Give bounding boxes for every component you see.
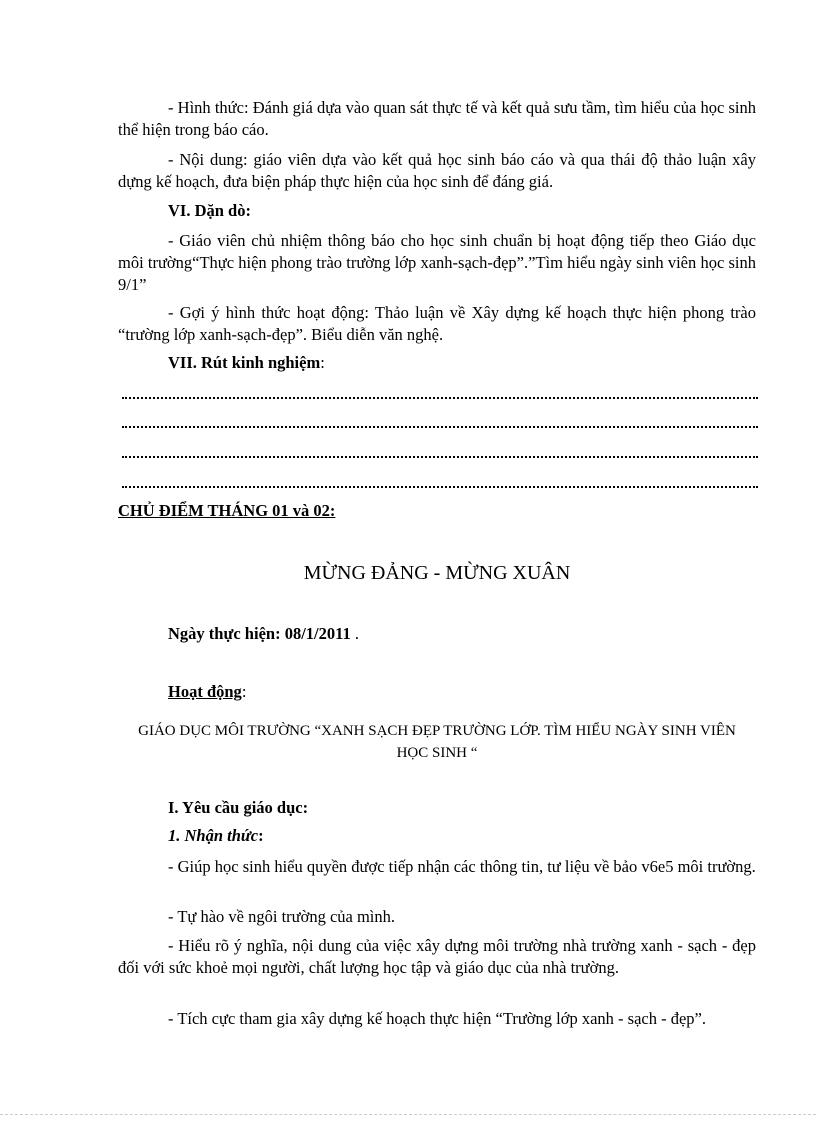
nhan-thuc-colon: : (258, 826, 264, 845)
list-item: - Tự hào về ngôi trường của mình. (168, 907, 396, 926)
chu-diem-title: MỪNG ĐẢNG - MỪNG XUÂN (303, 562, 571, 584)
list-item: - Giúp học sinh hiểu quyền được tiếp nhận các thông tin, tư liệu về bảo v6e5 môi trường. (168, 857, 756, 876)
chu-diem-label: CHỦ ĐIỂM THÁNG 01 và 02: (118, 501, 336, 520)
page-bottom-edge (0, 1114, 816, 1115)
ngay-thuc-hien (168, 623, 756, 645)
activity-title: GIÁO DỤC MÔI TRƯỜNG “XANH SẠCH ĐẸP TRƯỜNG LỚP. TÌM HIỂU NGÀY SINH VIÊN HỌC SINH “ (138, 723, 736, 761)
list-item: - Tích cực tham gia xây dựng kế hoạch thực hiện “Trường lớp xanh - sạch - đẹp”. (168, 1009, 706, 1028)
heading-i-yeu-cau: I. Yêu cầu giáo dục: (168, 798, 309, 817)
nhan-thuc-text: 1. Nhận thức (168, 826, 259, 845)
dotted-line-2 (122, 414, 758, 428)
ngay-thuc-hien-label: Ngày thực hiện: 08/1/2011 (168, 624, 351, 643)
paragraph-vi-1: - Giáo viên chủ nhiệm thông báo cho học sinh chuẩn bị hoạt động tiếp theo Giáo dục môi trường“Thực hiện phong trào trường lớp xanh-sạch-đẹp”.”Tìm hiểu ngày sinh viên học sinh 9/1” (118, 231, 756, 294)
heading-vii-colon: : (320, 353, 325, 372)
ngay-thuc-hien-suffix: . (350, 624, 359, 643)
hoat-dong-label: Hoạt động (168, 682, 242, 701)
paragraph-hinh-thuc: - Hình thức: Đánh giá dựa vào quan sát thực tế và kết quả sưu tầm, tìm hiểu của học sinh thể hiện trong báo cáo. (118, 98, 756, 139)
list-item: - Hiểu rõ ý nghĩa, nội dung của việc xây dựng môi trường nhà trường xanh - sạch - đẹp đối với sức khoẻ mọi người, chất lượng học tập và giáo dục của nhà trường. (118, 936, 756, 977)
heading-vii-rut-kinh-nghiem (118, 352, 756, 374)
paragraph-noi-dung: - Nội dung: giáo viên dựa vào kết quả học sinh báo cáo và qua thái độ thảo luận xây dựng kế hoạch, đưa biện pháp thực hiện của học sinh để đáng giá. (118, 150, 756, 191)
dotted-line-1 (122, 385, 758, 399)
hoat-dong (168, 681, 756, 703)
dotted-line-4 (122, 474, 758, 488)
hoat-dong-colon: : (241, 682, 247, 701)
heading-vi-dan-do: VI. Dặn dò: (168, 201, 251, 220)
paragraph-vi-2: - Gợi ý hình thức hoạt động: Thảo luận về Xây dựng kế hoạch thực hiện phong trào “trường lớp xanh-sạch-đẹp”. Biểu diễn văn nghệ. (118, 303, 756, 344)
dotted-line-3 (122, 444, 758, 458)
heading-1-nhan-thuc (168, 825, 756, 847)
heading-vii-text: VII. Rút kinh nghiệm (168, 353, 321, 372)
